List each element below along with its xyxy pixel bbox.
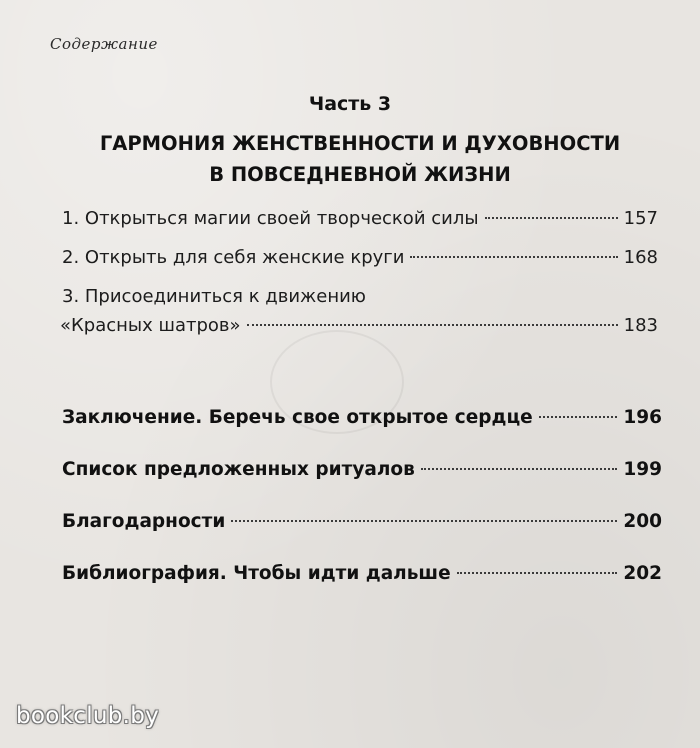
part-label: Часть 3 xyxy=(308,93,392,115)
toc-entry-title: Заключение. Беречь свое открытое сердце xyxy=(62,407,533,428)
toc-page-number: 196 xyxy=(623,407,662,428)
dot-leader xyxy=(485,217,618,219)
part-title-line-2: В ПОВСЕДНЕВНОЙ ЖИЗНИ xyxy=(209,163,511,186)
toc-page-number: 200 xyxy=(623,511,662,532)
part-title xyxy=(60,128,660,190)
toc-entry-title: Библиография. Чтобы идти дальше xyxy=(62,563,451,584)
toc-page-number: 202 xyxy=(623,563,662,584)
toc-entry[interactable] xyxy=(62,459,662,480)
dot-leader xyxy=(247,324,618,326)
dot-leader xyxy=(231,520,617,522)
toc-entry-title-line-2: «Красных шатров» xyxy=(60,315,241,336)
toc-entry-title-line-1: 3. Присоединиться к движению xyxy=(62,286,366,307)
toc-subentry[interactable] xyxy=(62,247,658,268)
toc-entry[interactable] xyxy=(62,563,662,584)
toc-page-number: 168 xyxy=(623,247,658,268)
toc-entry-title: 1. Открыться магии своей творческой силы xyxy=(62,208,479,229)
dot-leader xyxy=(539,416,618,418)
toc-page-number: 157 xyxy=(623,208,658,229)
site-watermark: bookclub.by xyxy=(16,703,160,729)
toc-entry-title: Благодарности xyxy=(62,511,226,532)
part-title-line-1: ГАРМОНИЯ ЖЕНСТВЕННОСТИ И ДУХОВНОСТИ xyxy=(99,132,621,155)
dot-leader xyxy=(457,572,618,574)
toc-entry[interactable] xyxy=(62,511,662,532)
toc-entry-title: 2. Открыть для себя женские круги xyxy=(62,247,405,268)
toc-page-number: 183 xyxy=(623,315,658,336)
toc-subentry[interactable] xyxy=(62,208,658,229)
toc-entry[interactable] xyxy=(62,407,662,428)
dot-leader xyxy=(410,256,617,258)
toc-subentry[interactable] xyxy=(60,315,658,336)
dot-leader xyxy=(421,468,618,470)
toc-entry-title: Список предложенных ритуалов xyxy=(62,459,415,480)
toc-page-number: 199 xyxy=(623,459,662,480)
running-header: Содержание xyxy=(50,35,158,53)
